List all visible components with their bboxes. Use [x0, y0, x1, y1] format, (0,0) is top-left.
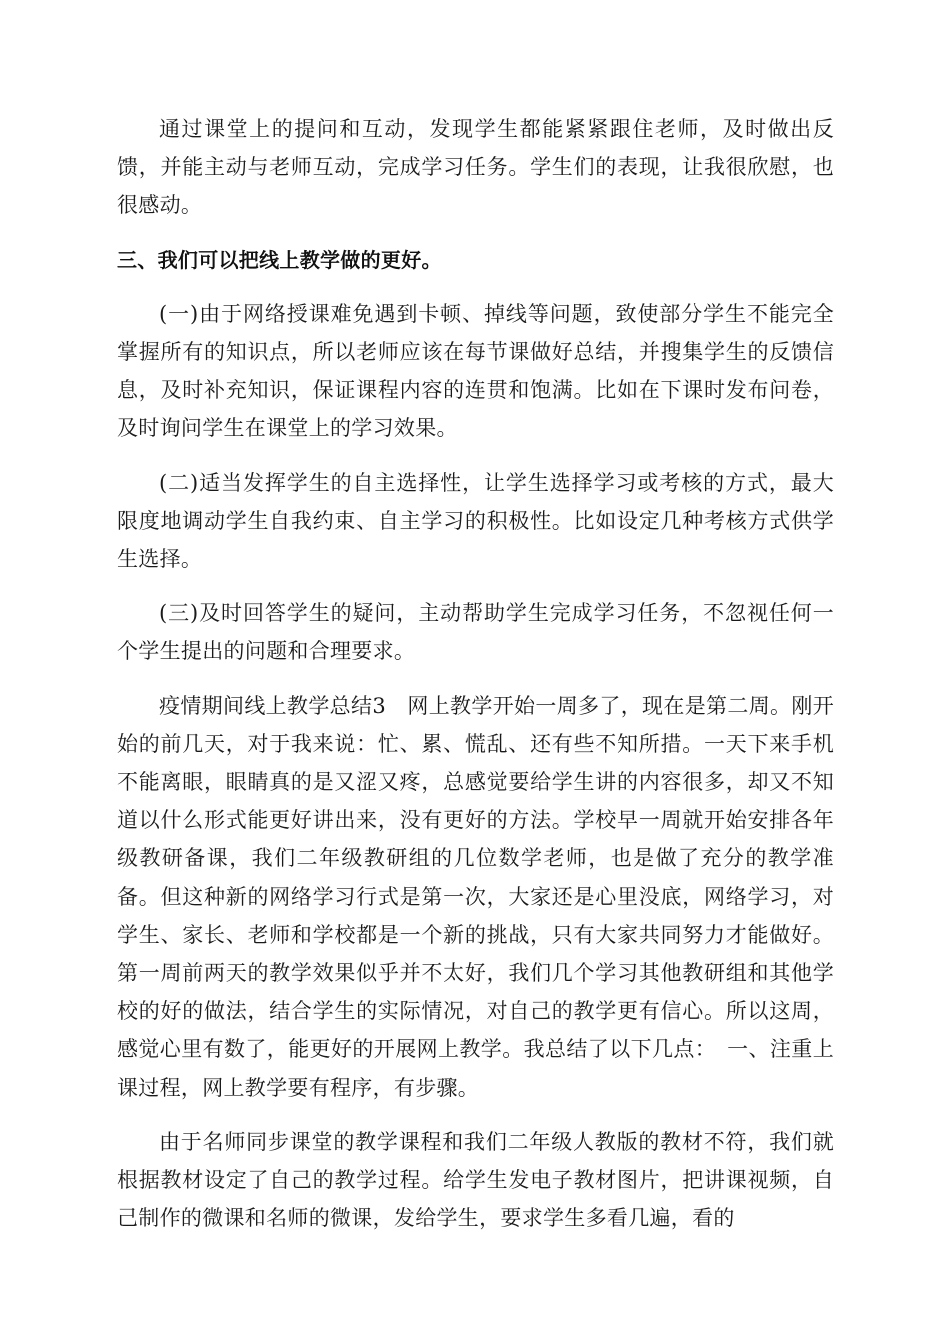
- paragraph-5: 疫情期间线上教学总结3 网上教学开始一周多了，现在是第二周。刚开始的前几天，对于我来说：忙、累、慌乱、还有些不知所措。一天下来手机不能离眼，眼睛真的是又涩又疼，总感觉要给学生讲的内容很多，却又不知道以什么形式能更好讲出来，没有更好的方法。学校早一周就开始安排各年级教研备课，我们二年级教研组的几位数学老师，也是做了充分的教学准备。但这种新的网络学习行式是第一次，大家还是心里没底，网络学习，对学生、家长、老师和学校都是一个新的挑战，只有大家共同努力才能做好。第一周前两天的教学效果似乎并不太好，我们几个学习其他教研组和其他学校的好的做法，结合学生的实际情况，对自己的教学更有信心。所以这周，感觉心里有数了，能更好的开展网上教学。我总结了以下几点： 一、注重上课过程，网上教学要有程序，有步骤。: [117, 693, 834, 1100]
- paragraph-1: 通过课堂上的提问和互动，发现学生都能紧紧跟住老师，及时做出反馈，并能主动与老师互动，完成学习任务。学生们的表现，让我很欣慰，也很感动。: [117, 117, 834, 218]
- paragraph-4: (三)及时回答学生的疑问，主动帮助学生完成学习任务，不忽视任何一个学生提出的问题和合理要求。: [117, 601, 834, 664]
- paragraph-3: (二)适当发挥学生的自主选择性，让学生选择学习或考核的方式，最大限度地调动学生自我约束、自主学习的积极性。比如设定几种考核方式供学生选择。: [117, 470, 834, 572]
- document-page: [117, 110, 834, 1253]
- paragraph-6: 由于名师同步课堂的教学课程和我们二年级人教版的教材不符，我们就根据教材设定了自己的教学过程。给学生发电子教材图片，把讲课视频，自己制作的微课和名师的微课，发给学生，要求学生多看几遍，看的: [117, 1129, 834, 1231]
- section-heading: 三、我们可以把线上教学做的更好。: [117, 247, 442, 272]
- paragraph-2: (一)由于网络授课难免遇到卡顿、掉线等问题，致使部分学生不能完全掌握所有的知识点，所以老师应该在每节课做好总结，并搜集学生的反馈信息，及时补充知识，保证课程内容的连贯和饱满。比如在下课时发布问卷，及时询问学生在课堂上的学习效果。: [117, 301, 834, 441]
